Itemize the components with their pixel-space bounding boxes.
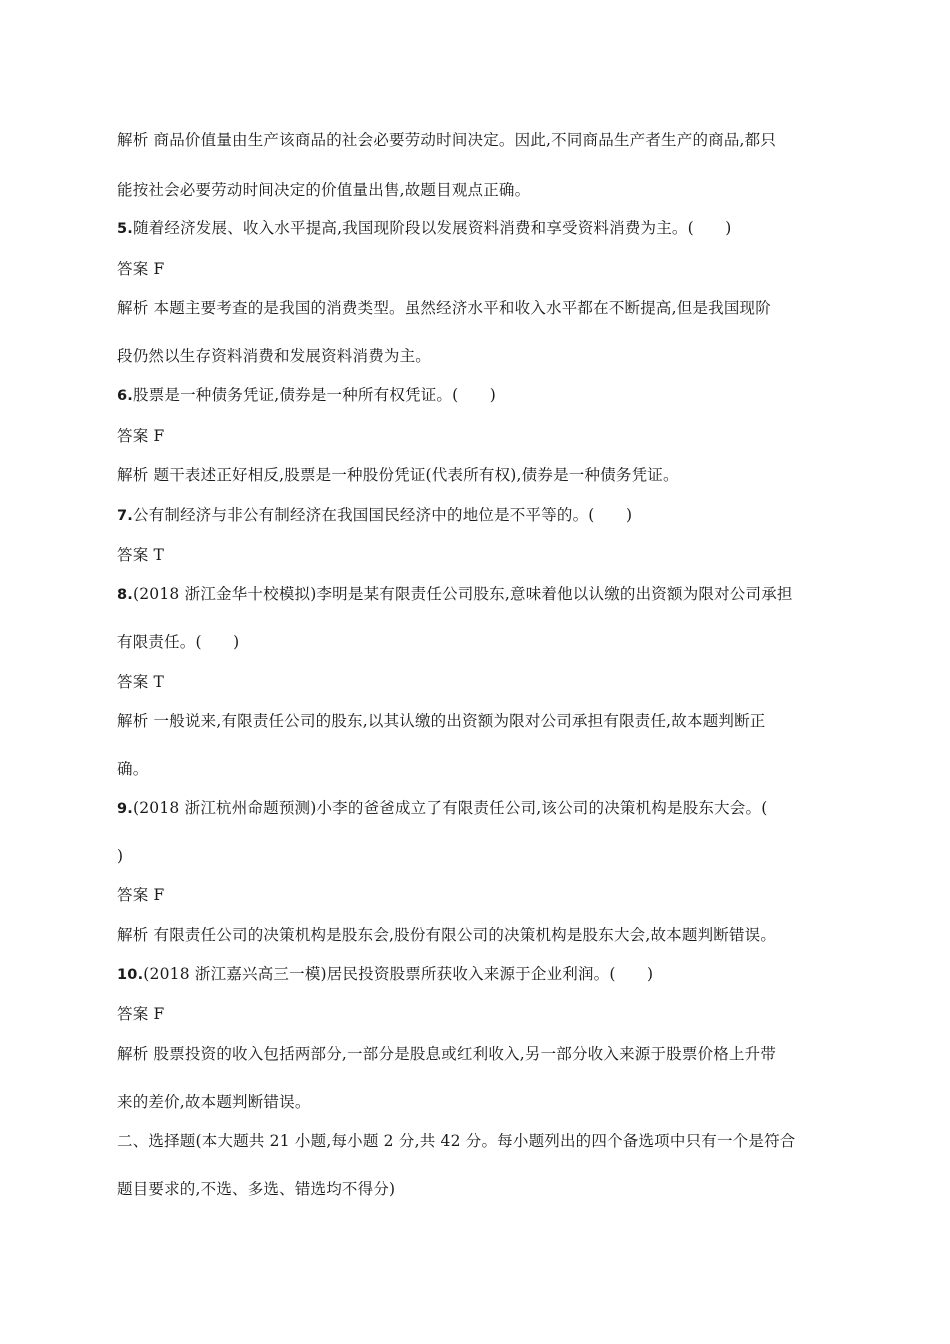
question-6: 6.股票是一种债务凭证,债券是一种所有权凭证。( ) — [117, 386, 497, 404]
analysis-line: 解析 商品价值量由生产该商品的社会必要劳动时间决定。因此,不同商品生产者生产的商品,都只 — [117, 131, 777, 149]
analysis-line: 解析 有限责任公司的决策机构是股东会,股份有限公司的决策机构是股东大会,故本题判断错误。 — [117, 926, 777, 944]
answer-line: 答案 T — [117, 546, 165, 564]
answer-line: 答案 T — [117, 673, 165, 691]
analysis-line: 解析 股票投资的收入包括两部分,一部分是股息或红利收入,另一部分收入来源于股票价格上升带 — [117, 1045, 777, 1063]
analysis-line: 能按社会必要劳动时间决定的价值量出售,故题目观点正确。 — [117, 181, 531, 199]
question-8-cont: 有限责任。( ) — [117, 633, 240, 651]
question-10: 10.(2018 浙江嘉兴高三一模)居民投资股票所获收入来源于企业利润。( ) — [117, 965, 654, 983]
analysis-line: 解析 本题主要考查的是我国的消费类型。虽然经济水平和收入水平都在不断提高,但是我国现阶 — [117, 299, 771, 317]
analysis-line: 确。 — [117, 760, 149, 778]
analysis-line: 来的差价,故本题判断错误。 — [117, 1093, 311, 1111]
question-7: 7.公有制经济与非公有制经济在我国国民经济中的地位是不平等的。( ) — [117, 506, 633, 524]
answer-line: 答案 F — [117, 260, 165, 278]
analysis-line: 解析 题干表述正好相反,股票是一种股份凭证(代表所有权),债券是一种债务凭证。 — [117, 466, 679, 484]
analysis-line: 段仍然以生存资料消费和发展资料消费为主。 — [117, 347, 432, 365]
analysis-line: 解析 一般说来,有限责任公司的股东,以其认缴的出资额为限对公司承担有限责任,故本题判断正 — [117, 712, 766, 730]
answer-line: 答案 F — [117, 1005, 165, 1023]
answer-line: 答案 F — [117, 886, 165, 904]
answer-line: 答案 F — [117, 427, 165, 445]
question-9-cont: ) — [117, 847, 124, 865]
question-5: 5.随着经济发展、收入水平提高,我国现阶段以发展资料消费和享受资料消费为主。( ) — [117, 219, 732, 237]
section-heading-cont: 题目要求的,不选、多选、错选均不得分) — [117, 1180, 396, 1198]
section-heading: 二、选择题(本大题共 21 小题,每小题 2 分,共 42 分。每小题列出的四个备选项中只有一个是符合 — [117, 1132, 796, 1150]
question-9: 9.(2018 浙江杭州命题预测)小李的爸爸成立了有限责任公司,该公司的决策机构是股东大会。( — [117, 799, 768, 817]
question-8: 8.(2018 浙江金华十校模拟)李明是某有限责任公司股东,意味着他以认缴的出资额为限对公司承担 — [117, 585, 793, 603]
